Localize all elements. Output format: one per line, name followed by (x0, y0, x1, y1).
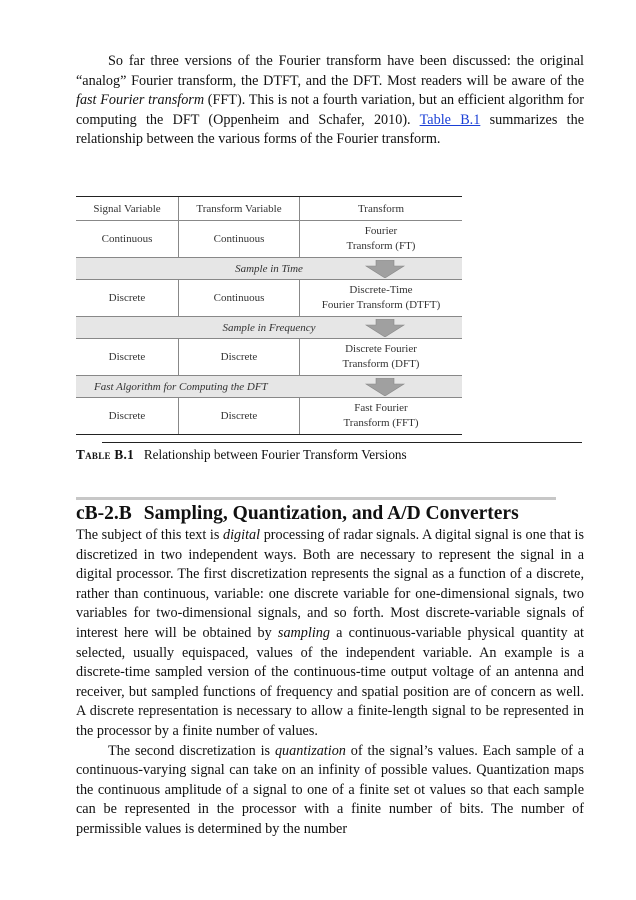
cell-signal: Continuous (76, 221, 179, 258)
cell-signal: Discrete (76, 280, 179, 317)
p1-text-b: processing of radar signals. A digital signal is one that is discretized in two independent ways. Both are necessary to represent the signal in a digital processor. The first discretization represents the signal as a function of a discrete, rather than continuous, variable: one discrete variable for one-dimensional signals, two variables for two-dimensional signals, and so forth. Most discrete-variable signals of interest here will be obtained by (76, 527, 584, 641)
p2-text-a: The second discretization is (108, 742, 275, 759)
down-arrow-icon (364, 260, 406, 278)
caption-text: Relationship between Fourier Transform Versions (143, 447, 407, 462)
intro-paragraph (76, 52, 584, 150)
intro-text-3: summarizes the relationship between the various forms of the Fourier transform. (76, 111, 584, 148)
band-label: Sample in Time (235, 262, 303, 275)
cell-transform-variable: Discrete (179, 339, 300, 376)
cell-signal: Discrete (76, 398, 179, 435)
p1-text-c: a continuous-variable physical quantity at selected, usually equispaced, values of the independent variable. An example is a discrete-time sampled version of the continuous-time output voltage of an antenna and receiver, but sampled functions of frequency and spatial position are of concern as well. A discrete representation is necessary to allow a finite-length signal to be represented in the processor by a finite number of values. (76, 624, 584, 739)
section-title: Sampling, Quantization, and A/D Converters (143, 503, 519, 524)
transform-line-1: Fast Fourier (354, 402, 408, 414)
table-row (76, 398, 462, 435)
transform-line-1: Fourier (364, 225, 398, 237)
header-transform: Transform (300, 197, 463, 221)
section-heading (76, 503, 519, 525)
p1-emphasis: digital (223, 527, 261, 543)
band-row (76, 376, 462, 398)
band-row (76, 258, 462, 280)
table-row (76, 339, 462, 376)
intro-emphasis: fast Fourier transform (76, 92, 205, 109)
cell-transform-variable: Discrete (179, 398, 300, 435)
p1-text-a: The subject of this text is (76, 527, 224, 543)
cell-signal: Discrete (76, 339, 179, 376)
table-caption (76, 447, 407, 463)
section-body (76, 526, 584, 840)
section-paragraph-2 (76, 742, 584, 840)
p1-emphasis-2: sampling (277, 624, 330, 641)
intro-text-1: So far three versions of the Fourier transform have been discussed: the original “analog” Fourier transform, the DTFT, and the DFT. Most readers will be aware of the (76, 53, 584, 89)
section-number: cB-2.B (76, 503, 132, 524)
fourier-relationship-table (76, 196, 462, 435)
table-row (76, 221, 462, 258)
intro-block (76, 52, 584, 150)
band-label: Fast Algorithm for Computing the DFT (94, 380, 268, 393)
section-paragraph-1 (76, 526, 584, 742)
p2-emphasis: quantization (274, 742, 346, 759)
band-label: Sample in Frequency (222, 321, 316, 334)
caption-label: Table B.1 (76, 447, 134, 462)
cell-transform-variable: Continuous (179, 280, 300, 317)
cell-transform-variable: Continuous (179, 221, 300, 258)
table-row (76, 280, 462, 317)
band-cell (76, 258, 462, 280)
header-transform-variable: Transform Variable (179, 197, 300, 221)
transform-line-2: Fourier Transform (DTFT) (321, 299, 441, 311)
transform-line-2: Transform (DFT) (342, 358, 420, 370)
p2-text-b: of the signal’s values. Each sample of a continuous-varying signal can take on an infinity of possible values. Quantization maps the continuous amplitude of a signal to one of a finite set ot values so that each sample can be represented in the processor with a finite number of bits. The number of permissible values is determined by the number (76, 742, 585, 837)
transform-line-2: Transform (FFT) (343, 417, 419, 429)
header-signal-variable: Signal Variable (76, 197, 179, 221)
cell-transform (300, 398, 463, 435)
fourier-table-figure (76, 196, 462, 435)
section-rule (76, 497, 556, 500)
caption-rule (102, 442, 582, 443)
transform-line-1: Discrete Fourier (345, 343, 417, 355)
intro-text-2: (FFT). This is not a fourth variation, but an efficient algorithm for computing the DFT (Oppenheim and Schafer, 2010). (76, 92, 584, 128)
band-row (76, 317, 462, 339)
down-arrow-icon (364, 378, 406, 396)
cell-transform (300, 280, 463, 317)
band-cell (76, 376, 462, 398)
table-header-row (76, 197, 462, 221)
cell-transform (300, 221, 463, 258)
transform-line-1: Discrete-Time (349, 284, 413, 296)
table-b1-link[interactable]: Table B.1 (419, 111, 481, 128)
transform-line-2: Transform (FT) (346, 240, 416, 252)
down-arrow-icon (364, 319, 406, 337)
cell-transform (300, 339, 463, 376)
band-cell (76, 317, 462, 339)
